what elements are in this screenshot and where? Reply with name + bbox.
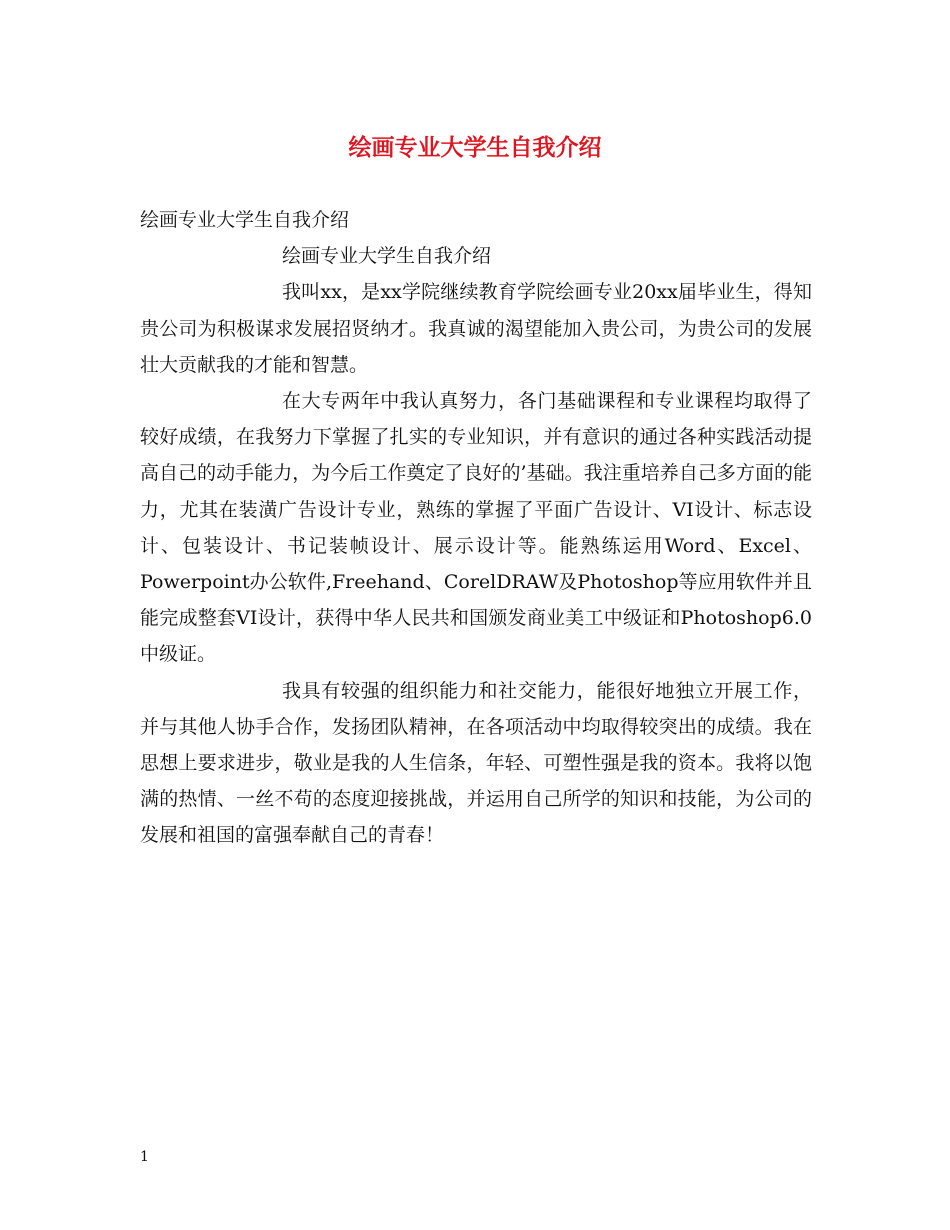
heading-line: 绘画专业大学生自我介绍 xyxy=(140,209,350,231)
sub-heading: 绘画专业大学生自我介绍 xyxy=(282,245,492,268)
page-number: 1 xyxy=(140,1149,149,1165)
paragraph-skills: 在大专两年中我认真努力，各门基础课程和专业课程均取得了较好成绩，在我努力下掌握了扎实的专业知识，并有意识的通过各种实践活动提高自己的动手能力，为今后工作奠定了良好的’基础。我注重培养自己多方面的能力，尤其在装潢广告设计专业，熟练的掌握了平面广告设计、VI设计、标志设计、包装设计、书记装帧设计、展示设计等。能熟练运用Word、Excel、Powerpoint办公软件,Freehand、CorelDRAW及Photoshop等应用软件并且能完成整套VI设计，获得中华人民共和国颁发商业美工中级证和Photoshop6.0中级证。 xyxy=(140,390,812,666)
paragraph-abilities: 我具有较强的组织能力和社交能力，能很好地独立开展工作，并与其他人协手合作，发扬团队精神，在各项活动中均取得较突出的成绩。我在思想上要求进步，敬业是我的人生信条，年轻、可塑性强是我的资本。我将以饱满的热情、一丝不苟的态度迎接挑战，并运用自己所学的知识和技能，为公司的发展和祖国的富强奉献自己的青春！ xyxy=(140,679,812,847)
page-title: 绘画专业大学生自我介绍 xyxy=(348,134,602,161)
document-body xyxy=(140,202,812,854)
paragraph-intro: 我叫xx，是xx学院继续教育学院绘画专业20xx届毕业生，得知贵公司为积极谋求发展招贤纳才。我真诚的渴望能加入贵公司，为贵公司的发展壮大贡献我的才能和智慧。 xyxy=(140,281,812,376)
